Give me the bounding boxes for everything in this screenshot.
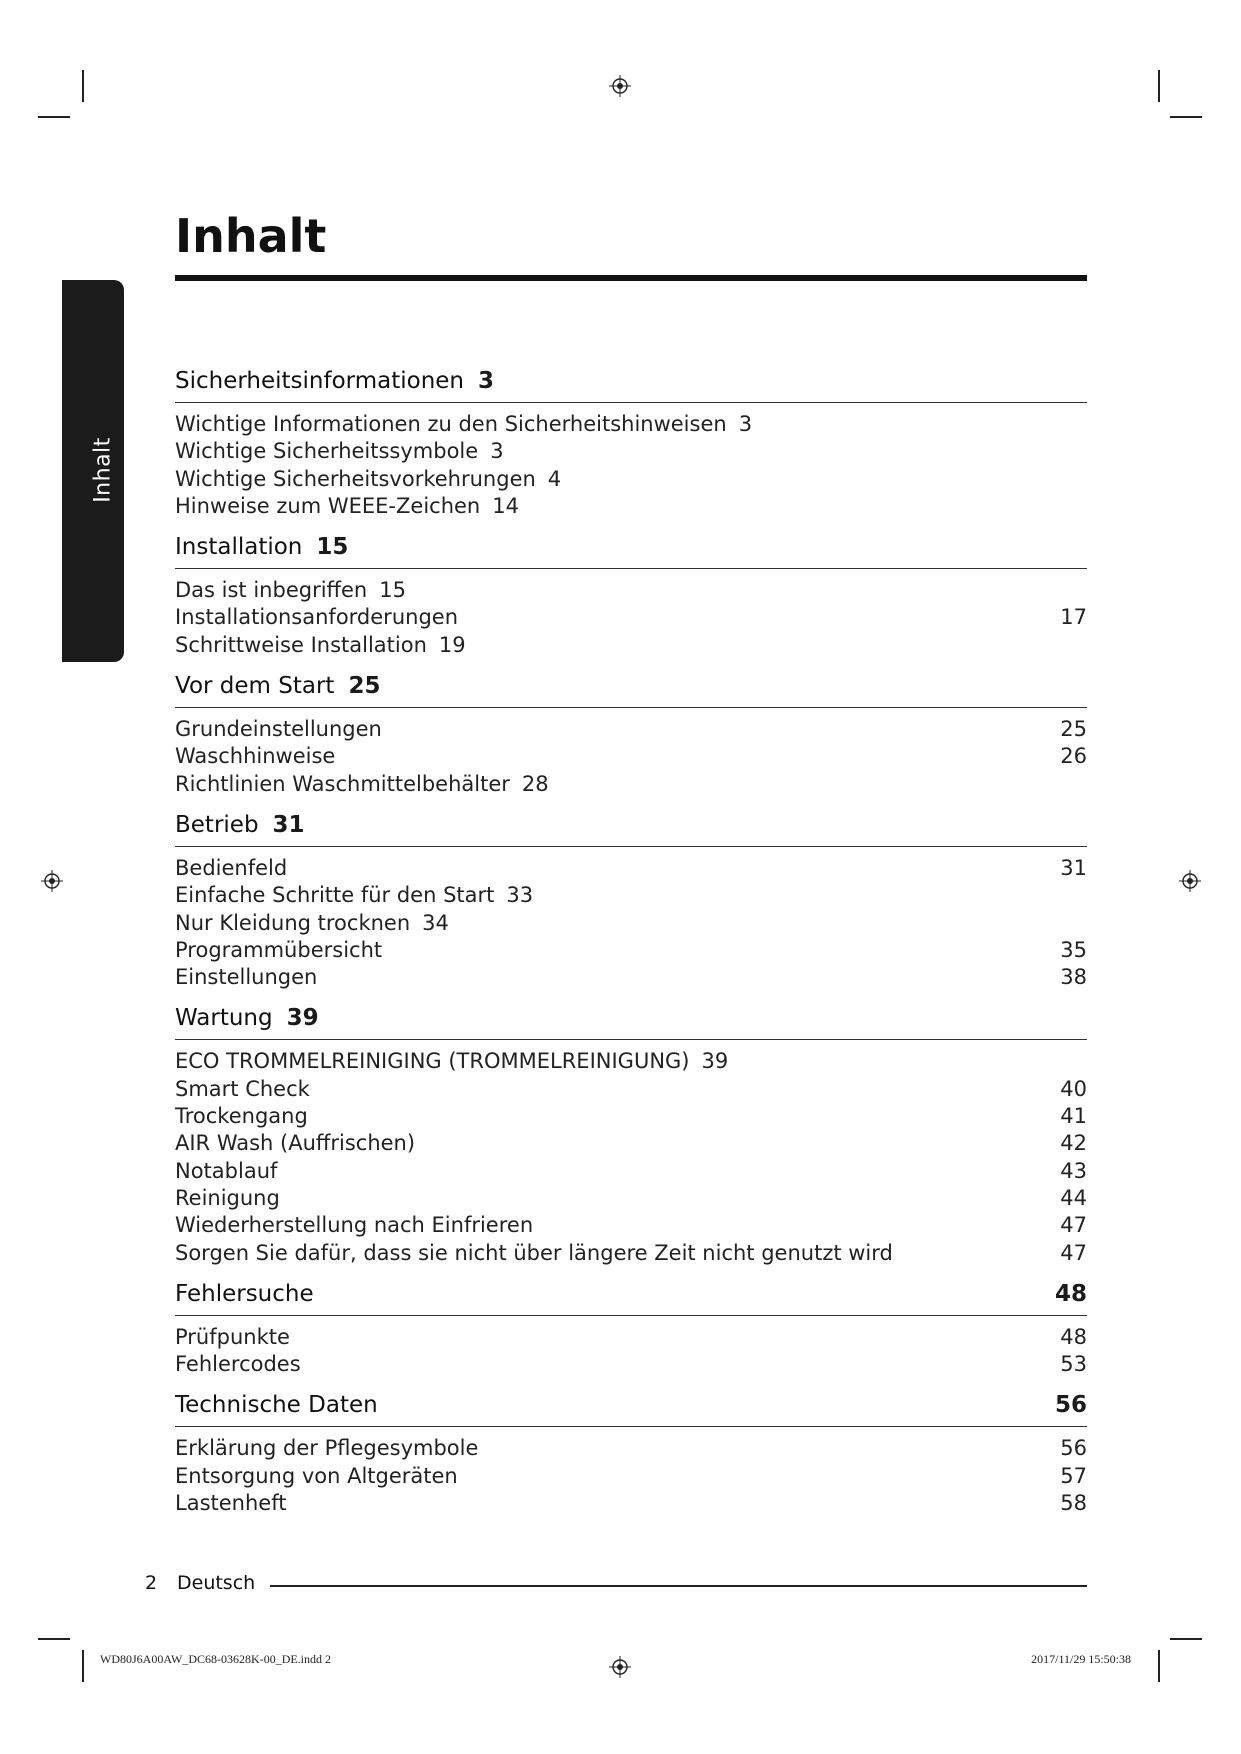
crop-mark-icon	[82, 1650, 84, 1682]
toc-entry[interactable]	[175, 493, 1087, 520]
toc-section	[175, 671, 1087, 798]
toc-entry-page: 38	[1060, 965, 1087, 990]
page-title: Inhalt	[175, 209, 327, 263]
toc-section-heading[interactable]	[175, 671, 1087, 708]
toc-entry-label: Sorgen Sie dafür, dass sie nicht über längere Zeit nicht genutzt wird	[175, 1240, 893, 1265]
toc-entry-label: Wichtige Informationen zu den Sicherheitshinweisen	[175, 412, 727, 436]
toc-entry-label: Entsorgung von Altgeräten	[175, 1463, 458, 1488]
toc-entry[interactable]	[175, 1076, 1087, 1103]
toc-entry-page: 33	[506, 883, 534, 908]
toc-entry-label: Erklärung der Pflegesymbole	[175, 1436, 479, 1461]
toc-section-title: Fehlersuche	[175, 1280, 314, 1307]
toc-entry-page: 31	[1060, 855, 1087, 880]
toc-entry-label: Grundeinstellungen	[175, 717, 382, 742]
toc-entry-label: Fehlercodes	[175, 1352, 301, 1377]
toc-entry[interactable]	[175, 1103, 1087, 1130]
toc-section-page: 15	[316, 534, 349, 561]
toc-section-title: Technische Daten	[175, 1392, 378, 1419]
toc-entry-page: 47	[1060, 1213, 1087, 1238]
toc-entry[interactable]	[175, 1490, 1087, 1517]
toc-entry-label: Lastenheft	[175, 1491, 287, 1516]
toc-entry[interactable]	[175, 771, 1087, 798]
registration-mark-icon	[1179, 870, 1201, 892]
side-tab-label: Inhalt	[90, 437, 116, 503]
toc-entry-page: 56	[1060, 1436, 1087, 1461]
toc-entry-label: Wiederherstellung nach Einfrieren	[175, 1213, 534, 1238]
toc-entry-page: 14	[492, 493, 519, 518]
toc-entry-label: Waschhinweise	[175, 744, 336, 769]
toc-entry-page: 3	[490, 439, 504, 464]
toc-entry-page: 39	[701, 1049, 729, 1074]
toc-section-heading[interactable]	[175, 532, 1087, 569]
toc-entry[interactable]	[175, 1048, 1087, 1075]
toc-entry-label: Wichtige Sicherheitssymbole	[175, 439, 479, 464]
toc-entry-page: 43	[1060, 1158, 1087, 1183]
toc-entry-page: 19	[438, 632, 466, 657]
toc-entry[interactable]	[175, 1351, 1087, 1378]
toc-section-heading[interactable]	[175, 1279, 1087, 1316]
table-of-contents	[175, 366, 1087, 1529]
toc-entry-page: 34	[422, 910, 449, 935]
footer-rule	[270, 1585, 1087, 1587]
crop-mark-icon	[38, 116, 70, 118]
toc-entry-label: Installationsanforderungen	[175, 605, 458, 630]
toc-entry[interactable]	[175, 855, 1087, 882]
toc-entry[interactable]	[175, 1463, 1087, 1490]
toc-entry[interactable]	[175, 1212, 1087, 1239]
toc-entry-page: 44	[1060, 1185, 1087, 1210]
toc-entry-label: Smart Check	[175, 1076, 310, 1101]
toc-section-title: Installation	[175, 534, 303, 561]
toc-entry[interactable]	[175, 411, 1087, 438]
toc-section-page: 39	[286, 1005, 319, 1032]
toc-entry-page: 42	[1060, 1131, 1087, 1156]
toc-section-title: Betrieb	[175, 811, 259, 838]
toc-entry-label: Schrittweise Installation	[175, 632, 427, 657]
toc-entry[interactable]	[175, 1324, 1087, 1351]
toc-entry-page: 53	[1060, 1352, 1087, 1377]
toc-entry[interactable]	[175, 1158, 1087, 1185]
toc-entry[interactable]	[175, 604, 1087, 631]
toc-entry-page: 35	[1060, 937, 1087, 962]
toc-section-title: Vor dem Start	[175, 673, 335, 700]
toc-entry-page: 15	[379, 578, 406, 603]
toc-entry[interactable]	[175, 1435, 1087, 1462]
toc-entry-label: Einstellungen	[175, 965, 318, 990]
toc-entry[interactable]	[175, 466, 1087, 493]
toc-entry-page: 28	[521, 771, 549, 796]
toc-section	[175, 1003, 1087, 1266]
print-timestamp: 2017/11/29 15:50:38	[1031, 1652, 1131, 1666]
toc-entry-page: 58	[1060, 1491, 1087, 1516]
toc-section	[175, 810, 1087, 991]
footer-language: Deutsch	[177, 1572, 256, 1594]
toc-entry[interactable]	[175, 743, 1087, 770]
toc-entry-label: Einfache Schritte für den Start	[175, 883, 495, 908]
toc-entry[interactable]	[175, 438, 1087, 465]
crop-mark-icon	[38, 1638, 70, 1640]
toc-entry[interactable]	[175, 964, 1087, 991]
toc-entry-label: Notablauf	[175, 1158, 278, 1183]
toc-section-heading[interactable]	[175, 810, 1087, 847]
toc-entry-label: Bedienfeld	[175, 855, 288, 880]
title-rule	[175, 275, 1087, 281]
footer-page-number: 2	[145, 1572, 158, 1594]
toc-entry-label: Programmübersicht	[175, 937, 383, 962]
toc-section-heading[interactable]	[175, 1390, 1087, 1427]
toc-entry-page: 57	[1060, 1463, 1087, 1488]
crop-mark-icon	[1158, 70, 1160, 102]
toc-entry[interactable]	[175, 937, 1087, 964]
toc-entry-page: 47	[1060, 1240, 1087, 1265]
toc-section-page: 25	[348, 673, 381, 700]
toc-entry-page: 26	[1060, 744, 1087, 769]
toc-entry-page: 4	[547, 466, 562, 491]
toc-entry[interactable]	[175, 577, 1087, 604]
toc-section-page: 31	[272, 811, 305, 838]
toc-entry-page: 41	[1060, 1104, 1087, 1129]
toc-entry-page: 25	[1060, 717, 1087, 742]
toc-entry-label: Wichtige Sicherheitsvorkehrungen	[175, 466, 536, 491]
toc-section	[175, 366, 1087, 520]
toc-entry-label: Richtlinien Waschmittelbehälter	[175, 771, 510, 796]
toc-section-title: Wartung	[175, 1005, 273, 1032]
toc-entry-label: Prüfpunkte	[175, 1324, 290, 1349]
toc-entry[interactable]	[175, 716, 1087, 743]
toc-section	[175, 1279, 1087, 1379]
toc-entry-label: Hinweise zum WEEE-Zeichen	[175, 493, 481, 518]
toc-entry-label: Trockengang	[175, 1104, 308, 1129]
page-footer	[145, 1568, 1087, 1598]
toc-entry[interactable]	[175, 910, 1087, 937]
crop-mark-icon	[1170, 116, 1202, 118]
toc-entry-label: ECO TROMMELREINIGING (TROMMELREINIGUNG)	[175, 1049, 690, 1074]
toc-section	[175, 1390, 1087, 1517]
toc-section-page: 56	[1054, 1392, 1087, 1419]
toc-section-page: 48	[1054, 1280, 1087, 1307]
registration-mark-icon	[41, 870, 63, 892]
toc-entry[interactable]	[175, 882, 1087, 909]
crop-mark-icon	[1158, 1650, 1160, 1682]
toc-section-page: 3	[478, 368, 495, 394]
toc-entry-label: Reinigung	[175, 1185, 280, 1210]
toc-entry[interactable]	[175, 1240, 1087, 1267]
toc-section-heading[interactable]	[175, 366, 1087, 403]
registration-mark-icon	[609, 75, 631, 97]
toc-entry-page: 17	[1060, 605, 1087, 630]
toc-entry-page: 48	[1060, 1324, 1087, 1349]
toc-entry-label: AIR Wash (Auffrischen)	[175, 1131, 416, 1156]
toc-section	[175, 532, 1087, 659]
crop-mark-icon	[1170, 1638, 1202, 1640]
toc-entry-label: Nur Kleidung trocknen	[175, 910, 411, 935]
toc-entry[interactable]	[175, 1185, 1087, 1212]
toc-entry[interactable]	[175, 1130, 1087, 1157]
crop-mark-icon	[82, 70, 84, 102]
registration-mark-icon	[609, 1656, 631, 1678]
toc-entry-label: Das ist inbegriffen	[175, 578, 368, 603]
toc-entry-page: 3	[738, 412, 753, 436]
toc-section-heading[interactable]	[175, 1003, 1087, 1040]
toc-entry-page: 40	[1060, 1076, 1087, 1101]
print-file-info: WD80J6A00AW_DC68-03628K-00_DE.indd 2	[100, 1652, 332, 1666]
toc-section-title: Sicherheitsinformationen	[175, 368, 465, 394]
toc-entry[interactable]	[175, 632, 1087, 659]
